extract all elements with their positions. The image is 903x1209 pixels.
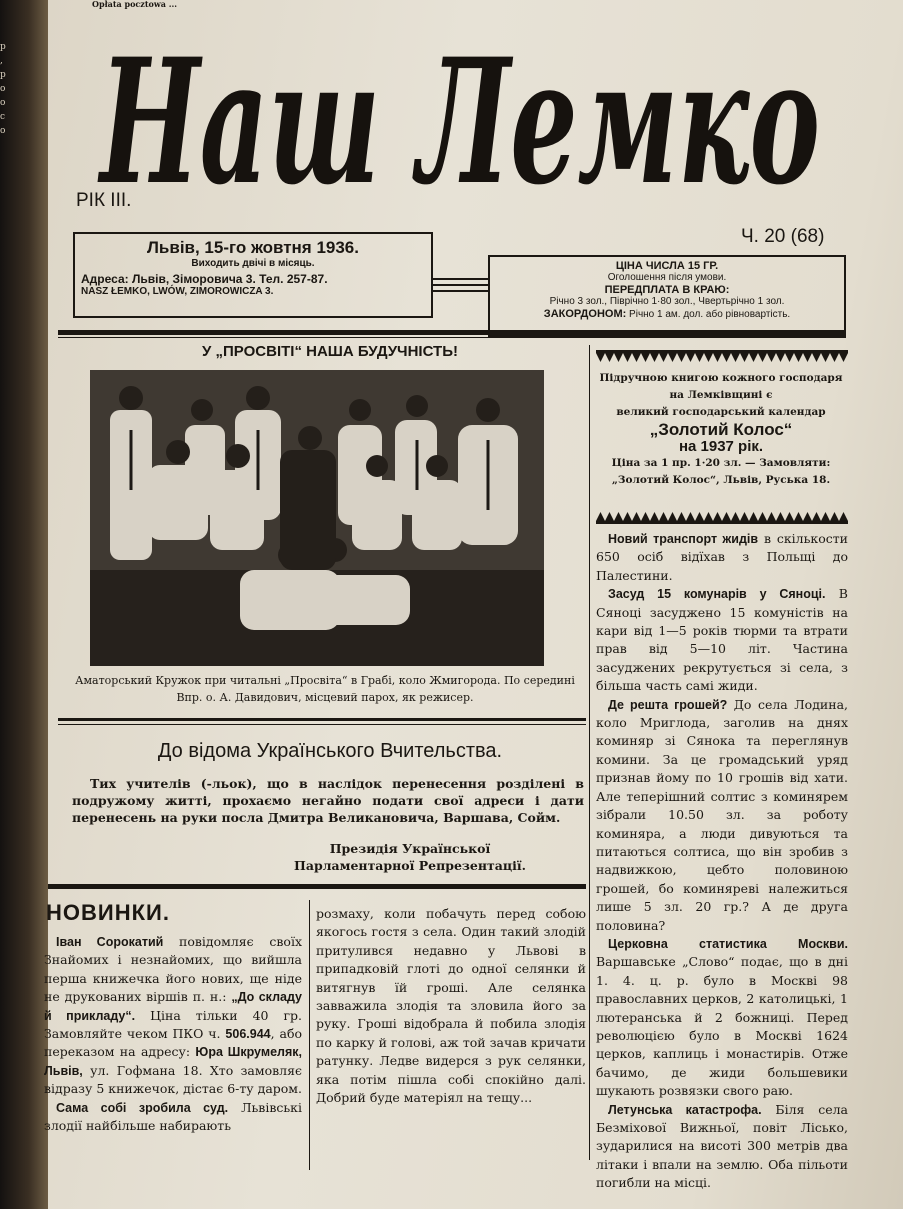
- ornament-triangle: [794, 512, 803, 521]
- news-item: [596, 585, 848, 695]
- photo-heading: У „ПРОСВІТІ“ НАША БУДУЧНІСТЬ!: [202, 343, 458, 360]
- ornament-triangle: [659, 353, 668, 362]
- ornament-triangle: [731, 512, 740, 521]
- ornament-triangle: [713, 512, 722, 521]
- box-connector: [433, 290, 488, 292]
- ad-line-1: Підручною книгою кожного господаря на Лемківщині є: [599, 372, 843, 401]
- ornament-triangle: [749, 353, 758, 362]
- news-lead: Іван Сорокатий: [56, 935, 164, 949]
- book-title: „До складу й прикладу“.: [44, 990, 302, 1023]
- ornament-triangle: [650, 353, 659, 362]
- account-number: 506.944: [225, 1027, 271, 1042]
- adjacent-page-edge: р , р о о с о: [0, 42, 6, 136]
- ornament-triangle: [776, 512, 785, 521]
- ornament-triangle: [821, 353, 830, 362]
- header-divider-thin: [58, 337, 846, 338]
- ornament-triangle: [758, 353, 767, 362]
- ornament-triangle: [803, 353, 812, 362]
- ornament-triangle: [695, 512, 704, 521]
- section-divider: [58, 718, 586, 721]
- news-text: , або переказом на адресу:: [44, 1026, 302, 1060]
- order-address: Юра Шкрумеляк, Львів,: [44, 1045, 302, 1078]
- volume-year: РІК III.: [76, 190, 132, 211]
- group-photo: [90, 370, 544, 666]
- abroad-rate: Річно 1 ам. дол. або рівновартість.: [629, 309, 791, 320]
- ad-order: „Золотий Колос“, Львів, Руська 18.: [611, 474, 831, 486]
- ad-calendar-name: „Золотий Колос“: [649, 420, 793, 439]
- ornament-triangle: [623, 512, 632, 521]
- ornament-triangle: [749, 512, 758, 521]
- news-text: розмаху, коли побачуть перед собою якогось гостя з села. Один такий злодій притулився недавно у Львові в припадковій глоті до одної селянки й витягнув їй гроші. Але селянка завважила злодія та зловила його за руку. Гроші відобрала й побила злодія по карку й голові, аж той зачав кричати ратунку. Ледве видерся з рук селянки, яка потім пішла собі спокійно далі. Добрий буде матеріял на тещу...: [316, 906, 586, 1106]
- ornament-triangle: [722, 512, 731, 521]
- ornament-triangle: [821, 512, 830, 521]
- ornament-triangle: [776, 353, 785, 362]
- news-text: До села Лодина, коло Мриглода, заголив на днях коминяр зі Сянока та переглянув комини. За це громадський уряд признав йому по 10 грошів від хати. Але теперішний солтис з коминярем зібрали 10.50 зл. за роботу коминяра, а люди дивуються та питаються солтиса, що він зробив з надвижкою, цебто половиною грошей, бо коминяреві належиться лише 5 зл. 20 гр.? А де друга половина?: [596, 696, 848, 933]
- abroad-label: ЗАКОРДОНОМ:: [543, 308, 627, 320]
- ornament-triangle: [641, 512, 650, 521]
- teachers-notice-text: Тих учителів (-льок), що в наслідок перенесення розділені в подружому житті, прохаємо негайно подати свої адреси і дати перенесень на руки посла Дмитра Великановича, Варшава, Сойм.: [72, 776, 584, 825]
- photo-figures: [90, 370, 544, 666]
- column-rule: [589, 345, 590, 1160]
- ornament-triangle: [767, 512, 776, 521]
- address-polish: NASZ ŁEMKO, LWÓW, ZIMOROWICZA 3.: [81, 286, 274, 297]
- issue-date: Львів, 15-го жовтня 1936.: [146, 238, 359, 257]
- ornament-triangle: [803, 512, 812, 521]
- ad-border-bottom: [596, 510, 848, 524]
- news-lead: Церковна статистика Москви.: [608, 936, 848, 951]
- ornament-triangle: [668, 512, 677, 521]
- box-connector: [433, 284, 488, 286]
- calendar-advertisement: [596, 370, 846, 489]
- ornament-triangle: [605, 353, 614, 362]
- ornament-triangle: [731, 353, 740, 362]
- column-rule: [309, 900, 310, 1170]
- price: ЦІНА ЧИСЛА 15 ГР.: [615, 260, 719, 272]
- ornament-triangle: [659, 512, 668, 521]
- ornament-triangle: [740, 353, 749, 362]
- news-item: [596, 696, 848, 935]
- news-lead: Новий транспорт жидів: [608, 532, 759, 546]
- news-lead: Де решта грошей?: [608, 697, 728, 712]
- news-text: Варшавське „Слово“ подає, що в дні 1. 4. ц. р. було в Москві 98 православних церков, 2 католицькі, 1 лютеранська й 2 божниці. Перед революцією було в Москві 1624 церков, каплиць і монастирів. Отже бачимо, де жиди большевики шукають розвязки свого раю.: [596, 954, 848, 1099]
- ornament-triangle: [704, 353, 713, 362]
- ornament-triangle: [740, 512, 749, 521]
- ornament-triangle: [695, 353, 704, 362]
- subscription-label: ПЕРЕДПЛАТА В КРАЮ:: [604, 284, 730, 296]
- ornament-triangle: [758, 512, 767, 521]
- photo-caption: Аматорський Кружок при читальні „Просвіта“ в Грабі, коло Жмигорода. По середині Впр. о. А. Давидович, місцевий парох, як режисер.: [75, 674, 575, 704]
- ornament-triangle: [686, 353, 695, 362]
- postage-note: Opłata pocztowa ...: [92, 0, 178, 9]
- ornament-triangle: [677, 353, 686, 362]
- ornament-triangle: [713, 353, 722, 362]
- subscription-rates: Річно 3 зол., Піврічно 1·80 зол., Чвертьрічно 1 зол.: [549, 296, 785, 307]
- address: Адреса: Львів, Зіморовича 3. Тел. 257-87.: [81, 272, 328, 286]
- publication-info-box: [73, 232, 433, 318]
- ornament-triangle: [641, 353, 650, 362]
- box-connector: [433, 278, 488, 280]
- ornament-triangle: [794, 353, 803, 362]
- ornament-triangle: [812, 353, 821, 362]
- ornament-triangle: [614, 512, 623, 521]
- header-divider: [58, 330, 846, 335]
- ornament-triangle: [623, 353, 632, 362]
- price-box: [488, 255, 846, 337]
- masthead-logo: [88, 4, 848, 214]
- news-item: [596, 1101, 848, 1193]
- news-text: В Сяноці засуджено 15 комуністів на кари від 1—5 років тюрми та втрати прав від 5—10 літ. Частина засуджених рекрутується зі села, з більша часть самі жиди.: [596, 586, 848, 694]
- news-text: Біля села Безміхової Вижньої, повіт Лісько, зударилися на висоті 300 метрів два літаки і впали на землю. Оба пільоти погибли на місці.: [596, 1101, 848, 1191]
- book-spine: [0, 0, 48, 1209]
- news-text: повідомляє своїх Знайомих і незнайомих, що вийшла перша книжечка його нових, ще ніде не друкованих віршів п. н.:: [44, 934, 302, 1005]
- ad-calendar-year: на 1937 рік.: [678, 438, 764, 455]
- ornament-triangle: [839, 353, 848, 362]
- ornament-triangle: [668, 353, 677, 362]
- ornament-triangle: [677, 512, 686, 521]
- news-column-2: [316, 905, 586, 1107]
- news-lead: Сама собі зробила суд.: [56, 1100, 229, 1115]
- ornament-triangle: [830, 512, 839, 521]
- news-text: Львівські злодії найбільше набирають: [44, 1099, 302, 1134]
- section-divider-thin: [58, 724, 586, 725]
- ornament-triangle: [596, 512, 605, 521]
- ornament-triangle: [839, 512, 848, 521]
- ornament-triangle: [596, 353, 605, 362]
- ornament-triangle: [785, 512, 794, 521]
- ornament-triangle: [812, 512, 821, 521]
- masthead-title: Наш Лемко: [96, 20, 821, 214]
- ornament-triangle: [704, 512, 713, 521]
- ornament-triangle: [605, 512, 614, 521]
- news-lead: Летунська катастрофа.: [608, 1102, 762, 1117]
- frequency: Виходить двічі в місяць.: [191, 258, 315, 269]
- ad-price: Ціна за 1 пр. 1·20 зл. — Замовляти:: [611, 457, 831, 469]
- news-lead: Засуд 15 комунарів у Сяноці.: [608, 587, 826, 602]
- news-item: [596, 530, 848, 585]
- news-text: ул. Гофмана 18. Хто замовляє відразу 5 книжечок, дістає 6-ту даром.: [44, 1062, 303, 1097]
- ornament-triangle: [650, 512, 659, 521]
- ornament-triangle: [830, 353, 839, 362]
- ornament-triangle: [632, 512, 641, 521]
- ornament-triangle: [614, 353, 623, 362]
- ornament-triangle: [632, 353, 641, 362]
- news-column-3: [596, 530, 848, 1193]
- news-text: в скількости 650 осіб відїхав з Польщі до Палестини.: [596, 531, 848, 583]
- ornament-triangle: [767, 353, 776, 362]
- ad-border-top: [596, 350, 848, 364]
- news-text: Ціна тільки 40 гр. Замовляйте чеком ПКО ч.: [44, 1007, 302, 1042]
- ad-line-2: великий господарський календар: [616, 406, 826, 418]
- ornament-triangle: [722, 353, 731, 362]
- teachers-notice-title: До відома Українського Вчительства.: [157, 740, 503, 762]
- ads-note: Оголошення після умови.: [607, 272, 727, 283]
- issue-number: Ч. 20 (68): [741, 226, 825, 247]
- teachers-notice-signature: Президія Української Парламентарної Репрезентації.: [294, 841, 526, 873]
- section-divider: [48, 884, 586, 889]
- news-heading: НОВИНКИ.: [46, 900, 170, 925]
- news-column-1: [44, 933, 302, 1135]
- ornament-triangle: [686, 512, 695, 521]
- ornament-triangle: [785, 353, 794, 362]
- news-item: [596, 935, 848, 1101]
